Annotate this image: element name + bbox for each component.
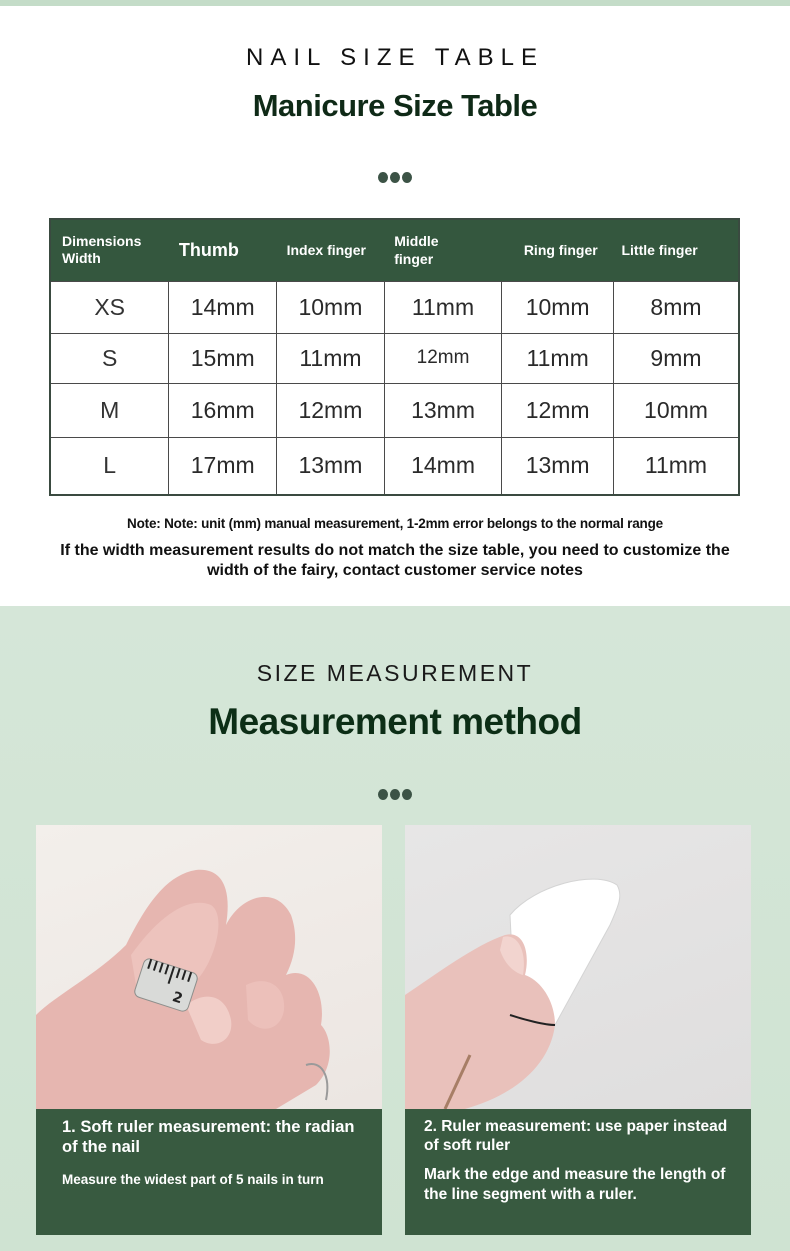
ellipsis-dots-icon xyxy=(0,787,790,805)
middle-width: 14mm xyxy=(384,437,502,495)
header-thumb: Thumb xyxy=(169,219,277,281)
header-little-finger: Little finger xyxy=(613,219,739,281)
method-title: 1. Soft ruler measurement: the radian of the nail xyxy=(62,1118,355,1156)
ellipsis-dots-icon xyxy=(0,170,790,188)
table-row xyxy=(50,437,739,495)
ring-width: 11mm xyxy=(502,333,614,383)
hand-paper-photo xyxy=(405,825,751,1109)
section-kicker: NAIL SIZE TABLE xyxy=(246,44,544,71)
middle-width: 12mm xyxy=(384,333,502,383)
card-caption xyxy=(405,1109,751,1235)
card-caption xyxy=(36,1109,382,1235)
ring-width: 10mm xyxy=(502,281,614,333)
size-label: M xyxy=(50,383,169,437)
method-description: Mark the edge and measure the length of the line segment with a ruler. xyxy=(424,1166,726,1203)
header-middle-finger: Middle finger xyxy=(384,219,502,281)
table-row xyxy=(50,383,739,437)
header-index-finger: Index finger xyxy=(277,219,385,281)
finger-with-paper-illustration xyxy=(405,825,751,1109)
size-label: S xyxy=(50,333,169,383)
index-width: 11mm xyxy=(277,333,385,383)
index-width: 12mm xyxy=(277,383,385,437)
table-row xyxy=(50,333,739,383)
ring-width: 13mm xyxy=(502,437,614,495)
thumb-width: 15mm xyxy=(169,333,277,383)
measurement-note: Note: Note: unit (mm) manual measurement, 1-2mm error belongs to the normal range xyxy=(127,516,663,531)
section-kicker: SIZE MEASUREMENT xyxy=(256,660,534,686)
little-width: 9mm xyxy=(613,333,739,383)
thumb-width: 17mm xyxy=(169,437,277,495)
hand-with-tape-measure-illustration xyxy=(36,825,382,1109)
little-width: 11mm xyxy=(613,437,739,495)
size-label: L xyxy=(50,437,169,495)
middle-width: 11mm xyxy=(384,281,502,333)
custom-width-note: If the width measurement results do not match the size table, you need to customize the width of the fairy, contact customer service notes xyxy=(60,542,730,579)
header-dimensions-width: Dimensions Width xyxy=(50,219,169,281)
header-ring-finger: Ring finger xyxy=(502,219,614,281)
index-width: 13mm xyxy=(277,437,385,495)
method-description: Measure the widest part of 5 nails in turn xyxy=(62,1172,324,1187)
paper-ruler-method-card xyxy=(405,825,751,1235)
size-table-section xyxy=(0,6,790,606)
hand-soft-ruler-photo xyxy=(36,825,382,1109)
thumb-width: 16mm xyxy=(169,383,277,437)
table-header-row xyxy=(50,219,739,281)
measurement-section xyxy=(0,606,790,1251)
soft-ruler-method-card xyxy=(36,825,382,1235)
ring-width: 12mm xyxy=(502,383,614,437)
little-width: 8mm xyxy=(613,281,739,333)
method-title: 2. Ruler measurement: use paper instead of soft ruler xyxy=(424,1118,728,1154)
index-width: 10mm xyxy=(277,281,385,333)
section-title: Manicure Size Table xyxy=(252,88,538,123)
little-width: 10mm xyxy=(613,383,739,437)
thumb-width: 14mm xyxy=(169,281,277,333)
nail-size-table xyxy=(49,218,740,496)
section-title: Measurement method xyxy=(208,701,582,742)
svg-text:2: 2 xyxy=(170,989,185,1008)
size-label: XS xyxy=(50,281,169,333)
middle-width: 13mm xyxy=(384,383,502,437)
table-row xyxy=(50,281,739,333)
